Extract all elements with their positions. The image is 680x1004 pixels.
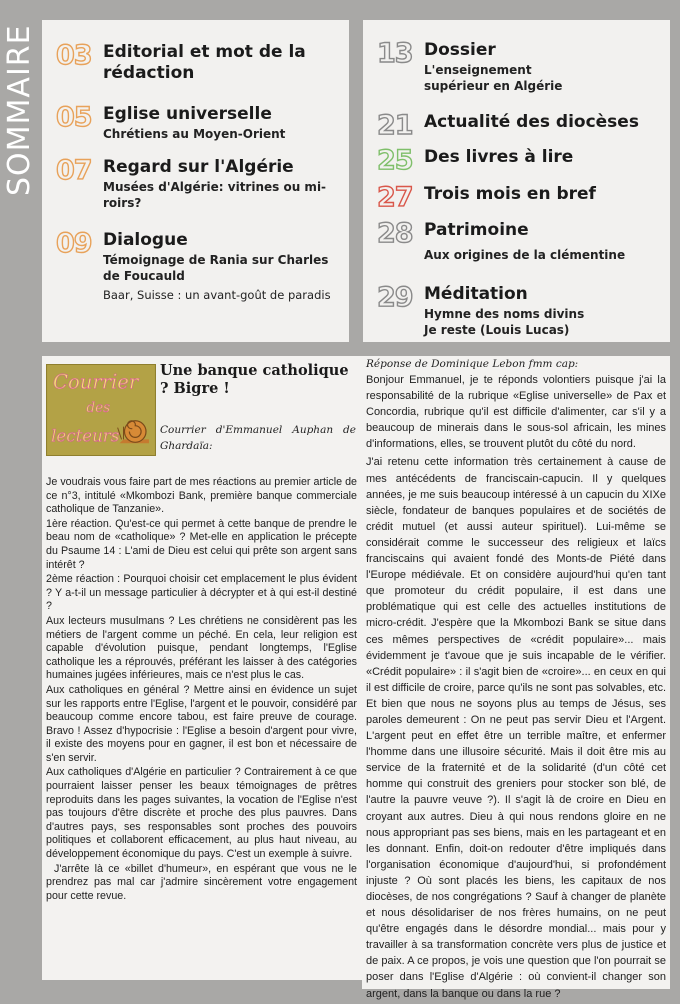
toc-page-number: 07 [56, 155, 92, 186]
toc-page-number: 13 [377, 38, 413, 69]
letter-body [46, 476, 357, 904]
toc-page-number: 25 [377, 145, 413, 176]
toc-page-number: 29 [377, 282, 413, 313]
toc-subtitle: Hymne des noms divins Je reste (Louis Lucas) [424, 307, 585, 337]
letter-title: Une banque catholique ? Bigre ! [160, 362, 349, 397]
logo-word-3: lecteurs [51, 426, 120, 446]
toc-title: Editorial et mot de la rédaction [103, 42, 306, 83]
toc-title: Dossier [424, 40, 496, 60]
toc-page-number: 28 [377, 218, 413, 249]
toc-title: Méditation [424, 284, 528, 304]
courrier-des-lecteurs-logo [46, 364, 156, 456]
reply-body [366, 372, 666, 1004]
letter-paragraph: Je voudrais vous faire part de mes réactions au premier article de ce n°3, intitulé «Mkombozi Bank, première banque commerciale catholique de Tanzanie». [46, 476, 357, 516]
toc-title: Eglise universelle [103, 104, 272, 124]
logo-word-2: des [86, 399, 111, 416]
toc-page-number: 27 [377, 182, 413, 213]
toc-title: Dialogue [103, 230, 188, 250]
toc-page-number: 05 [56, 102, 92, 133]
sommaire-label: SOMMAIRE [2, 24, 37, 196]
toc-subtitle: Aux origines de la clémentine [424, 248, 626, 262]
toc-right-panel [363, 20, 670, 342]
letter-paragraph: Aux catholiques en général ? Mettre ainsi en évidence un sujet sur les rapports entre l'Eglise, l'argent et le pouvoir, considéré par beaucoup comme encore tabou, est faire preuve de courage. Bravo ! Assez d'hypocrisie : l'Eglise a besoin d'argent pour vivre, il existe des moyens pour en gagner, il est bon et nécessaire de s'en servir. [46, 683, 357, 764]
letter-paragraph: 1ère réaction. Qu'est-ce qui permet à cette banque de prendre le beau nom de «catholique» ? Met-elle en application le précepte du Psaume 14 : L'ami de Dieu est celui qui prête son argent sans intérêt ? [46, 517, 357, 571]
logo-artwork [47, 365, 155, 455]
logo-word-1: Courrier [53, 370, 139, 394]
reply-column [362, 356, 670, 1000]
toc-title: Patrimoine [424, 220, 529, 240]
letter-paragraph: Aux lecteurs musulmans ? Les chrétiens ne considèrent pas les métiers de l'argent comme un péché. En cela, leur religion est capable d'évolution puisque, pendant longtemps, l'Eglise catholique les a réprouvés, préférant les laisser à des catégories humaines jugées inférieures, mais ce n'est plus le cas. [46, 614, 357, 682]
reply-paragraph: Bonjour Emmanuel, je te réponds volontiers puisque j'ai la responsabilité de la rubrique «Eglise universelle» de Pax et Concordia, rubrique qu'il est difficile d'alimenter, car s'il y a beaucoup de minerais dans le sous-sol africain, les mines d'informations, elles, se trouvent plutôt du côté du nord. [366, 374, 666, 451]
toc-page-number: 09 [56, 228, 92, 259]
toc-subtitle: Témoignage de Rania sur Charles de Foucauld [103, 253, 329, 283]
sommaire-strip [0, 0, 40, 200]
toc-title: Des livres à lire [424, 147, 574, 167]
letter-paragraph: 2ème réaction : Pourquoi choisir cet emplacement le plus évident ? Y a-t-il un message particulier à décrypter et à qui est-il destiné ? [46, 573, 357, 613]
reply-heading: Réponse de Dominique Lebon fmm cap: [366, 358, 579, 370]
toc-page-number: 21 [377, 110, 413, 141]
toc-title: Actualité des diocèses [424, 112, 639, 132]
toc-page-number: 03 [56, 40, 92, 71]
toc-left-panel [42, 20, 349, 342]
toc-title: Regard sur l'Algérie [103, 157, 294, 177]
toc-subtitle: Chrétiens au Moyen-Orient [103, 127, 286, 141]
letter-paragraph: J'arrête là ce «billet d'humeur», en espérant que vous ne le prendrez pas mal car j'admire sincèrement votre engagement pour cette revue. [46, 862, 357, 902]
letter-paragraph: Aux catholiques d'Algérie en particulier ? Contrairement à ce que pourraient laisser penser les beaux témoignages de prêtres reproduits dans les pages suivantes, la vocation de l'Eglise n'est pas toujours d'être discrète et proche des plus pauvres. Dans d'autres pays, ses responsables sont proches des pouvoirs politiques et collaborent efficacement, au plus haut niveau, au développement économique du pays. C'est un exemple à suivre. [46, 766, 357, 861]
toc-subtitle: L'enseignement supérieur en Algérie [424, 63, 563, 93]
toc-subtitle-secondary: Baar, Suisse : un avant-goût de paradis [103, 288, 331, 302]
toc-subtitle: Musées d'Algérie: vitrines ou mi-roirs? [103, 180, 327, 210]
letter-author: Courrier d'Emmanuel Auphan de Ghardaïa: [160, 424, 356, 452]
reader-letter [42, 356, 362, 980]
reply-paragraph: J'ai retenu cette information très certainement à cause de mes antécédents de franciscain-capucin. Il y quelques années, je me suis beaucoup intéressé à un capucin du XIXe siècle, fondateur de banques populaires et de sociétés de crédit mutuel (et aussi auteur spirituel). Lui-même se considérait comme le successeur des religieux et laïcs franciscains qui avaient fondé des Monts-de Piété dans l'Europe médiévale. Et on considère aujourd'hui qu'en tant que promoteur du crédit populaire, il est dans une problématique qui est celle des actuelles institutions de micro-crédit. J'espère que la Mkombozi Bank se situe dans ces mêmes perspectives de «crédit populaire»... mais évidemment je t'avoue que je suis incapable de le vérifier. «Crédit populaire» : il s'agit bien de «croire»... en ceux en qui il est difficile de croire, parce qu'ils ne sont pas solvables, etc. Et bien que nous ne soyons plus au temps de Jésus, ses paroles demeurent : On ne peut pas servir Dieu et l'Argent. L'argent peut en effet être un terrible maître, et enfermer l'homme dans une illusoire sécurité. Mais il doit être mis au service de la fraternité et de la solidarité (d'un côté cet homme qui construit des greniers pour stocker son blé, de l'autre la pauvre veuve ?). Il s'agit là de croire en Dieu en croyant aux autres. Dieu à qui nous rendons gloire en ne nous appropriant pas ses biens, mais en les partageant et en les donnant. Enfin, doit-on redouter d'être impliqués dans l'organisation économique d'aujourd'hui, si profondément injuste ? Où sont placés les biens, les capitaux de nos diocèses, de nos congrégations ? Sauf à changer de planète et nous désolidariser de nos frères humains, on ne peut qu'être engagés dans le désordre mondial... mais pour y travailler à sa transformation concrète vers plus de justice et de paix. A ce propos, je vois une question que l'on pourrait se poser dans l'Eglise d'Algérie : où convient-il changer son argent, dans la banque ou dans la rue ? [366, 456, 666, 1000]
toc-title: Trois mois en bref [424, 184, 596, 204]
